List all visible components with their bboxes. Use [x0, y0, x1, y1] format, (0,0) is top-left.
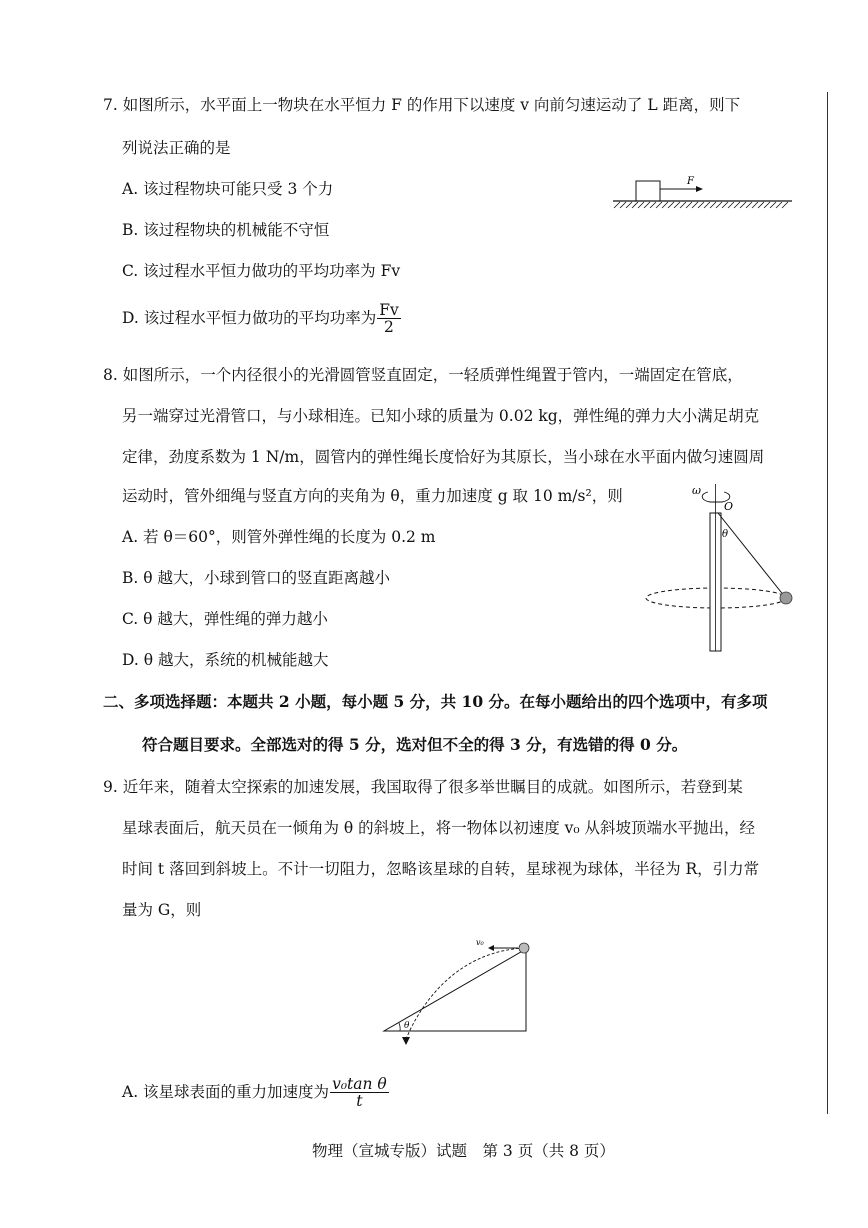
pivot-label: O	[724, 500, 734, 513]
q7-block-figure	[610, 170, 795, 212]
q9-slope-figure	[380, 935, 540, 1050]
q7-option-d	[122, 302, 402, 336]
trajectory-arrowhead	[402, 1037, 410, 1045]
angle-label: θ	[404, 1021, 410, 1031]
q7-option-c: C. 该过程水平恒力做功的平均功率为 Fv	[122, 262, 401, 280]
velocity-arrowhead	[488, 945, 494, 951]
fraction-numerator: Fv	[379, 301, 399, 319]
section2-heading-line2: 符合题目要求。全部选对的得 5 分，选对但不全的得 3 分，有选错的得 0 分。	[142, 735, 688, 754]
angle-label: θ	[722, 529, 729, 540]
q8-stem-line3: 定律，劲度系数为 1 N/m，圆管内的弹性绳长度恰好为其原长，当小球在水平面内做匀速圆周	[122, 448, 765, 466]
q8-option-c: C. θ 越大，弹性绳的弹力越小	[122, 610, 328, 628]
q7-option-d-text: D. 该过程水平恒力做功的平均功率为	[122, 308, 377, 327]
q8-tube-figure	[640, 480, 805, 655]
section2-heading-line1: 二、多项选择题：本题共 2 小题，每小题 5 分，共 10 分。在每小题给出的四个选项中，有多项	[103, 692, 768, 711]
q7-option-d-fraction	[377, 302, 401, 336]
slope-triangle	[384, 949, 526, 1031]
q9-stem-line4: 量为 G，则	[122, 901, 202, 919]
q9-stem-line3: 时间 t 落回到斜坡上。不计一切阻力，忽略该星球的自转，星球视为球体，半径为 R，引力常	[122, 860, 760, 878]
q7-option-b: B. 该过程物块的机械能不守恒	[122, 221, 330, 239]
ball	[780, 592, 792, 604]
block	[636, 181, 660, 201]
q8-option-a: A. 若 θ＝60°，则管外弹性绳的长度为 0.2 m	[122, 528, 436, 546]
force-arrowhead	[696, 186, 703, 192]
q8-option-b: B. θ 越大，小球到管口的竖直距离越小	[122, 569, 391, 587]
angle-arc	[399, 1023, 400, 1031]
q9-option-a-fraction	[330, 1076, 389, 1110]
v0-label: v₀	[476, 938, 484, 947]
q8-stem-line1: 8. 如图所示，一个内径很小的光滑圆管竖直固定，一轻质弹性绳置于管内，一端固定在管底，	[103, 366, 743, 384]
omega-label: ω	[692, 484, 701, 497]
fraction-numerator: v₀tan θ	[332, 1075, 387, 1093]
q9-stem-line1: 9. 近年来，随着太空探索的加速发展，我国取得了很多举世瞩目的成就。如图所示，若登到某	[103, 778, 743, 796]
trajectory	[406, 948, 524, 1039]
fraction-denominator: t	[356, 1092, 363, 1111]
ground-hatch	[614, 202, 788, 208]
rope	[718, 513, 785, 597]
force-label: F	[687, 176, 694, 187]
page-footer: 物理（宣城专版）试题 第 3 页（共 8 页）	[312, 1142, 615, 1160]
projectile-ball	[519, 943, 529, 953]
q9-stem-line2: 星球表面后，航天员在一倾角为 θ 的斜坡上，将一物体以初速度 v₀ 从斜坡顶端水平抛出，经	[122, 819, 756, 837]
q7-stem-line2: 列说法正确的是	[122, 139, 231, 157]
q7-option-a: A. 该过程物块可能只受 3 个力	[122, 180, 334, 198]
q9-option-a	[122, 1076, 390, 1110]
q8-option-d: D. θ 越大，系统的机械能越大	[122, 651, 329, 669]
q8-stem-line2: 另一端穿过光滑管口，与小球相连。已知小球的质量为 0.02 kg，弹性绳的弹力大小满足胡克	[122, 407, 760, 425]
q9-option-a-text: A. 该星球表面的重力加速度为	[122, 1082, 330, 1101]
q7-stem-line1: 7. 如图所示，水平面上一物块在水平恒力 F 的作用下以速度 v 向前匀速运动了 L 距离，则下	[103, 96, 741, 114]
fraction-denominator: 2	[384, 318, 394, 337]
q8-stem-line4: 运动时，管外细绳与竖直方向的夹角为 θ，重力加速度 g 取 10 m/s²，则	[122, 487, 623, 505]
margin-rule	[827, 92, 828, 1114]
